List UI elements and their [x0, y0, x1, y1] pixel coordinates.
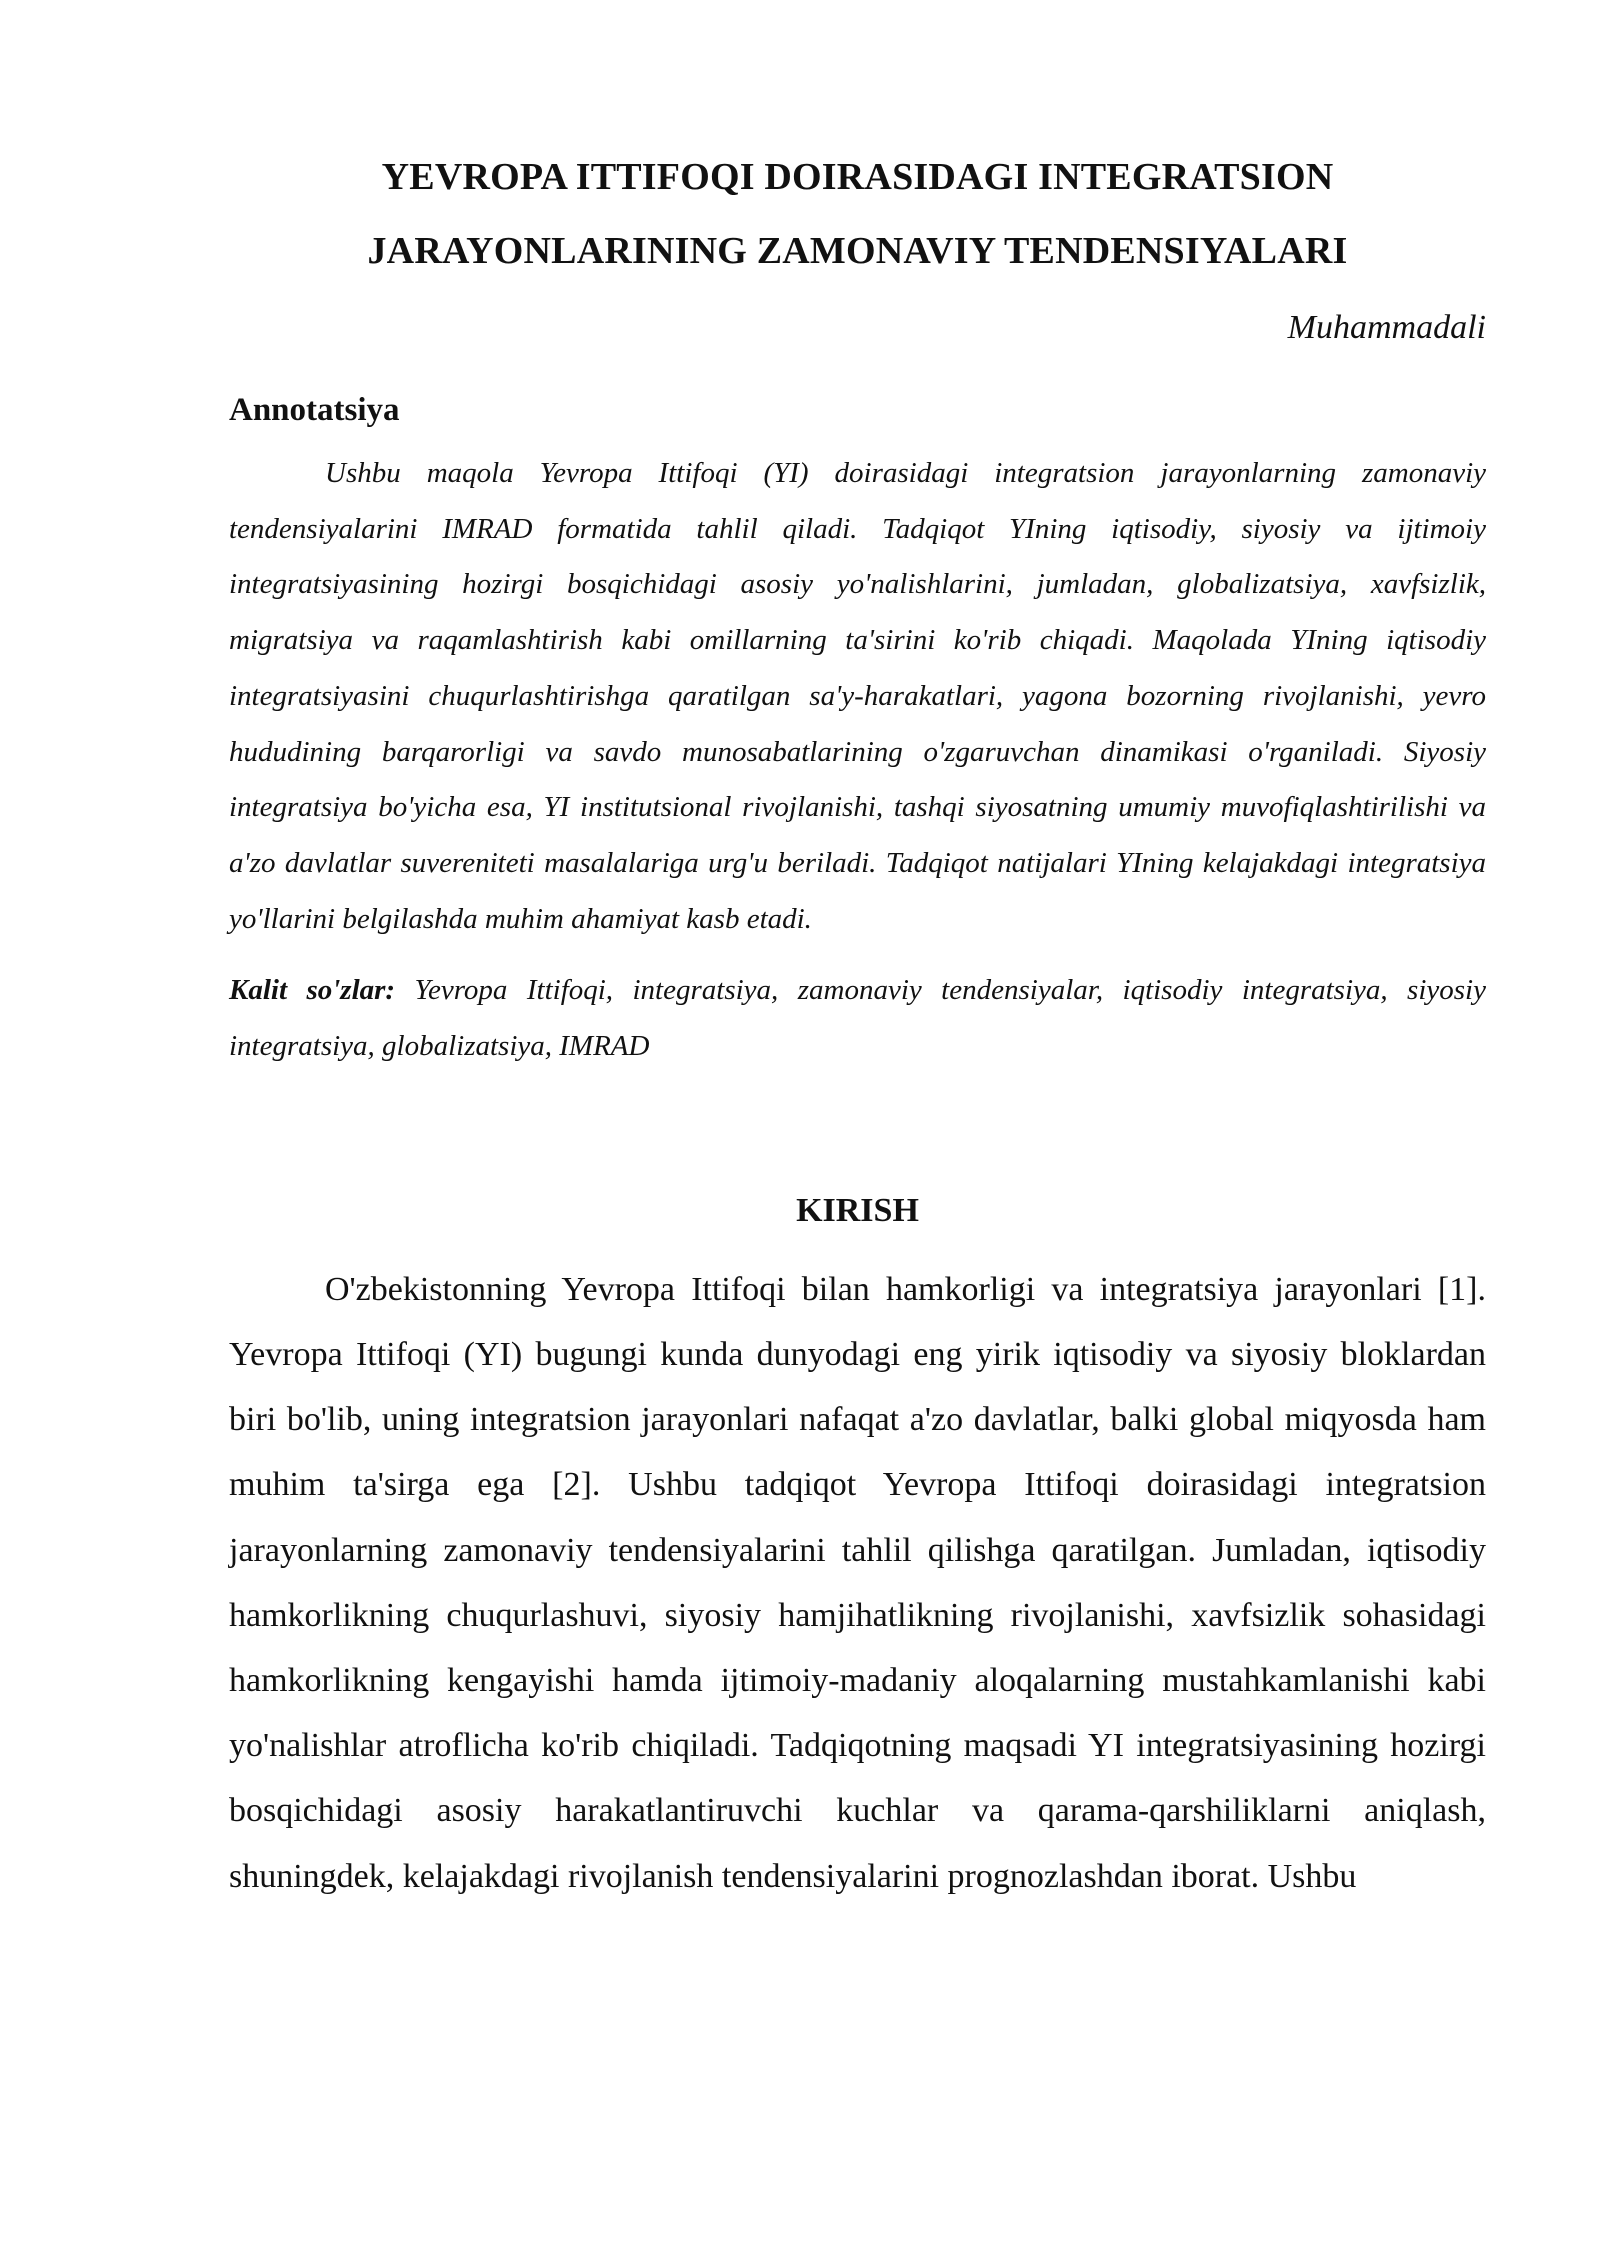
keywords-list: Yevropa Ittifoqi, integratsiya, zamonaviy tendensiyalar, iqtisodiy integratsiya, siyosiy integratsiya, globalizatsiya, IMRAD: [229, 974, 1486, 1063]
abstract-heading: Annotatsiya: [229, 392, 400, 428]
paper-title: [229, 140, 1486, 288]
paper-title-line-2: JARAYONLARINING ZAMONAVIY TENDENSIYALARI: [367, 230, 1348, 272]
author-name: Muhammadali: [1287, 309, 1486, 346]
introduction-paragraph: O'zbekistonning Yevropa Ittifoqi bilan hamkorligi va integratsiya jarayonlari [1]. Yevropa Ittifoqi (YI) bugungi kunda dunyodagi eng yirik iqtisodiy va siyosiy bloklardan biri bo'lib, uning integratsion jarayonlari nafaqat a'zo davlatlar, balki global miqyosda ham muhim ta'sirga ega [2]. Ushbu tadqiqot Yevropa Ittifoqi doirasidagi integratsion jarayonlarning zamonaviy tendensiyalarini tahlil qilishga qaratilgan. Jumladan, iqtisodiy hamkorlikning chuqurlashuvi, siyosiy hamjihatlikning rivojlanishi, xavfsizlik sohasidagi hamkorlikning kengayishi hamda ijtimoiy-madaniy aloqalarning mustahkamlanishi kabi yo'nalishlar atroflicha ko'rib chiqiladi. Tadqiqotning maqsadi YI integratsiyasining hozirgi bosqichidagi asosiy harakatlantiruvchi kuchlar va qarama-qarshiliklarni aniqlash, shuningdek, kelajakdagi rivojlanish tendensiyalarini prognozlashdan iborat. Ushbu: [229, 1270, 1486, 1895]
introduction-heading: KIRISH: [796, 1191, 919, 1229]
keywords-label: Kalit so'zlar:: [229, 974, 396, 1007]
abstract-text: Ushbu maqola Yevropa Ittifoqi (YI) doirasidagi integratsion jarayonlarning zamonaviy tendensiyalarini IMRAD formatida tahlil qiladi. Tadqiqot YIning iqtisodiy, siyosiy va ijtimoiy integratsiyasining hozirgi bosqichidagi asosiy yo'nalishlarini, jumladan, globalizatsiya, xavfsizlik, migratsiya va raqamlashtirish kabi omillarning ta'sirini ko'rib chiqadi. Maqolada YIning iqtisodiy integratsiyasini chuqurlashtirishga qaratilgan sa'y-harakatlari, yagona bozorning rivojlanishi, yevro hududining barqarorligi va savdo munosabatlarining o'zgaruvchan dinamikasi o'rganiladi. Siyosiy integratsiya bo'yicha esa, YI institutsional rivojlanishi, tashqi siyosatning umumiy muvofiqlashtirilishi va a'zo davlatlar suvereniteti masalalariga urg'u beriladi. Tadqiqot natijalari YIning kelajakdagi integratsiya yo'llarini belgilashda muhim ahamiyat kasb etadi.: [229, 457, 1486, 935]
page-content: [229, 140, 1486, 1909]
paper-title-line-1: YEVROPA ITTIFOQI DOIRASIDAGI INTEGRATSION: [381, 156, 1334, 198]
keywords-paragraph: [229, 963, 1486, 1074]
